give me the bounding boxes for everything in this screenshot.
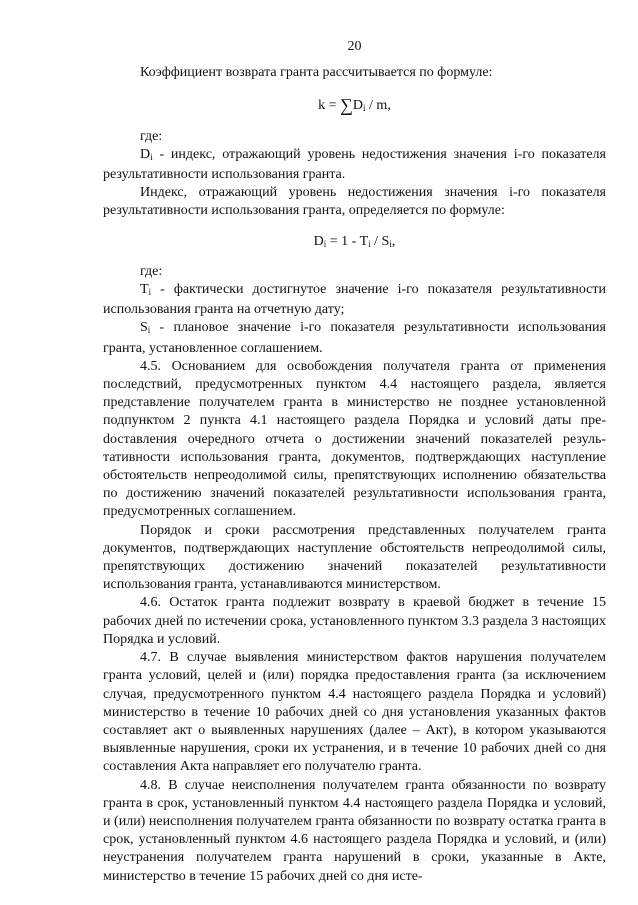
- formula-di: $D_i = 1 - T_i / S_i$,: [313, 233, 396, 249]
- paragraph-formula-intro: Коэффициент возврата гранта рассчитывается по формуле:: [140, 65, 493, 81]
- formula-k: $k = \sum D_i / m$,: [318, 95, 391, 116]
- paragraph-index-intro: Индекс, отражающий уровень недостижения значения i-го показателя результативности использования гранта, определяется по формуле:: [103, 185, 606, 219]
- definition-si: $S_i$ - плановое значение i-го показателя результативности использования гранта, установленное соглашением.: [103, 320, 606, 356]
- paragraph-4-7: 4.7. В случае выявления министерством фактов нарушения получателем гранта условий, целей и (или) порядка предоставления гранта (за исключением случая, предусмотренного пунктом 4.4 настоящего раздела Порядка и условий) министерство в течение 10 рабочих дней со дня установления указанных фактов составляет акт о выявленных нарушениях (далее – Акт), в котором указываются выявленные нарушения, сроки их устранения, и в течение 10 рабочих дней со дня составления Акта направляет его получателю гранта.: [103, 650, 606, 775]
- paragraph-4-6: 4.6. Остаток гранта подлежит возврату в краевой бюджет в течение 15 рабочих дней по истечении срока, установленного пунктом 3.3 раздела 3 настоящих Порядка и условий.: [103, 595, 606, 647]
- definition-di: $D_i$ - индекс, отражающий уровень недостижения значения i-го показателя результативности использования гранта.: [103, 146, 606, 183]
- paragraph-where: где:: [140, 263, 163, 279]
- paragraph-where: где:: [140, 128, 163, 144]
- paragraph-procedure: Порядок и сроки рассмотрения представленных получателем гранта документов, подтверждающих наступление обстоятельств непреодолимой силы, препятствующих достижению значений показателей результативности использования гранта, устанавливаются министерством.: [103, 522, 606, 593]
- document-page: [103, 38, 606, 886]
- definition-ti: $T_i$ - фактически достигнутое значение i-го показателя результативности использования гранта на отчетную дату;: [103, 282, 606, 318]
- paragraph-4-5: 4.5. Основанием для освобождения получателя гранта от применения последствий, предусмотренных пунктом 4.4 настоящего раздела, является представление получателем гранта в министерство не позднее установленной подпунктом 2 пункта 4.1 настоящего раздела Порядка и условий даты преdоставления очередного отчета о достижении значений показателей результативности использования гранта, документов, подтверждающих наступление обстоятельств непреодолимой силы, препятствующих исполнению обязательства по достижению значений показателей результативности использования гранта, предусмотренных соглашением.: [103, 358, 606, 520]
- paragraph-4-8: 4.8. В случае неисполнения получателем гранта обязанности по возврату гранта в срок, установленный пунктом 4.4 настоящего раздела Порядка и условий, и (или) неисполнения получателем гранта обязанности по возврату остатка гранта в срок, установленный пунктом 4.6 настоящего раздела Порядка и условий, и (или) неустранения получателем гранта нарушений в сроки, указанные в Акте, министерство в течение 15 рабочих дней со дня исте-: [103, 777, 606, 884]
- page-number: 20: [347, 39, 362, 54]
